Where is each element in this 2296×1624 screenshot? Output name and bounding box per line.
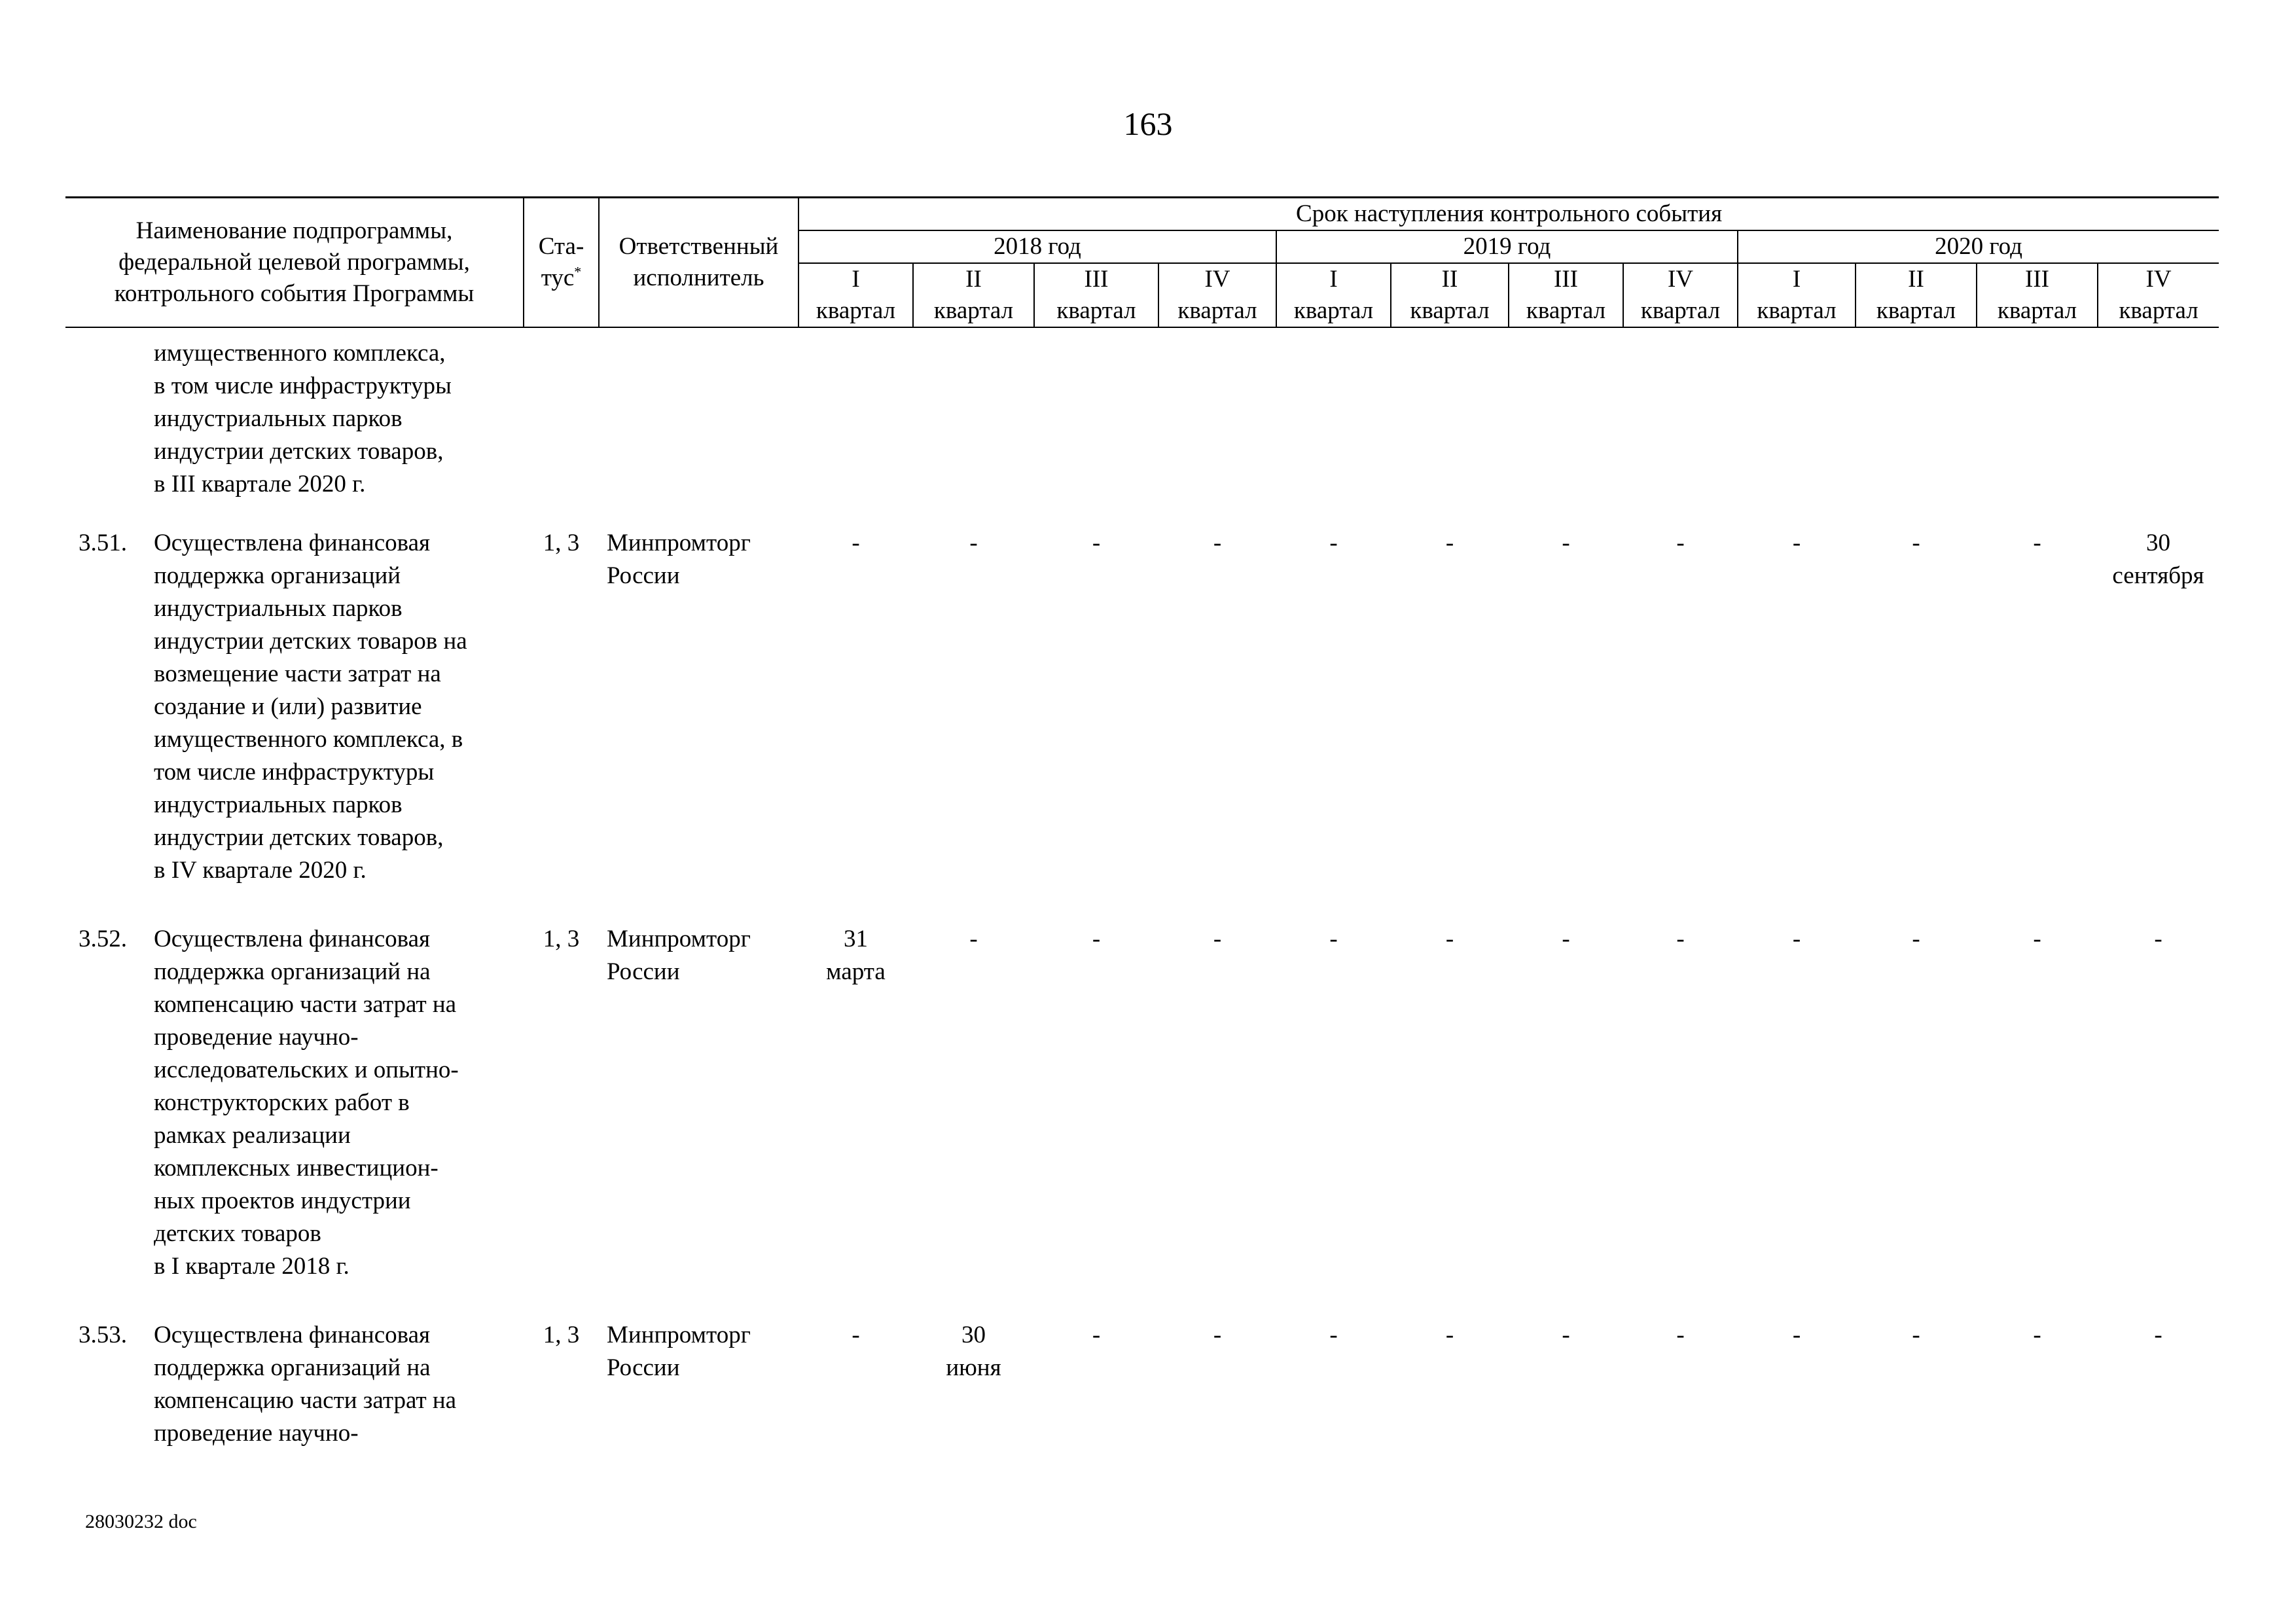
event-name-line: поддержка организаций на <box>154 1354 431 1381</box>
quarter-cell: - <box>1676 530 1685 556</box>
header-quarter-number: III <box>1509 263 1623 295</box>
header-quarter-word: квартал <box>913 295 1034 327</box>
quarter-cell: - <box>1792 926 1801 952</box>
row-number: 3.52. <box>79 926 127 952</box>
event-name-line: рамках реализации <box>154 1122 351 1149</box>
row-number <box>65 337 151 527</box>
quarter-cell: - <box>969 530 978 556</box>
quarter-cell: - <box>1562 926 1570 952</box>
event-name-line: индустрии детских товаров, <box>154 824 444 851</box>
header-quarter-word: квартал <box>1391 295 1509 327</box>
status-value: 1, 3 <box>543 1322 580 1348</box>
header-quarter-number: I <box>1276 263 1391 295</box>
quarter-cell-line: 30 <box>961 1322 986 1348</box>
status-value: 1, 3 <box>543 530 580 556</box>
responsible-line: Минпромторг <box>607 1322 751 1348</box>
table-row <box>65 1319 2219 1450</box>
header-name-line: Наименование подпрограммы, <box>135 217 453 244</box>
header-quarter-word: квартал <box>1856 295 1977 327</box>
quarter-cell <box>1276 337 1391 527</box>
event-name-line: имущественного комплекса, <box>154 340 446 367</box>
header-quarter-word: квартал <box>1158 295 1276 327</box>
event-name-line: исследовательских и опытно- <box>154 1056 459 1083</box>
header-quarter-number: IV <box>2098 263 2219 295</box>
document-code: 28030232 doc <box>85 1511 197 1532</box>
quarter-cell-line: марта <box>826 958 886 985</box>
quarter-cell <box>913 1319 1034 1450</box>
quarter-cell <box>798 923 913 1319</box>
header-responsible-column <box>599 198 798 328</box>
quarter-cell: - <box>1329 926 1338 952</box>
table-row <box>65 527 2219 923</box>
table-row <box>65 923 2219 1319</box>
header-quarter-word: квартал <box>1034 295 1158 327</box>
row-number: 3.51. <box>79 530 127 556</box>
event-name-line: проведение научно- <box>154 1420 359 1447</box>
header-quarter-word: квартал <box>1509 295 1623 327</box>
header-quarter-number: I <box>798 263 913 295</box>
row-number: 3.53. <box>79 1322 127 1348</box>
header-quarter-word: квартал <box>1623 295 1738 327</box>
quarter-cell <box>1738 337 1856 527</box>
event-name-line: возмещение части затрат на <box>154 660 441 687</box>
responsible-executor <box>599 337 798 527</box>
header-year: 2020 год <box>1738 230 2219 263</box>
quarter-cell: - <box>1092 530 1101 556</box>
quarter-cell: - <box>1092 926 1101 952</box>
quarter-cell: - <box>1792 1322 1801 1348</box>
event-name <box>151 337 524 527</box>
table-body <box>65 337 2219 1450</box>
event-name <box>151 923 524 1319</box>
header-name-line: контрольного события Программы <box>114 280 475 307</box>
event-name-line: конструкторских работ в <box>154 1089 410 1116</box>
responsible-line: России <box>607 1354 680 1381</box>
quarter-cell: - <box>2154 926 2162 952</box>
responsible-line: России <box>607 562 680 589</box>
header-responsible-line: Ответственный <box>619 233 779 260</box>
event-name-line: в том числе инфраструктуры <box>154 372 452 399</box>
responsible-executor <box>599 527 798 923</box>
header-quarter-number: IV <box>1158 263 1276 295</box>
event-name <box>151 1319 524 1450</box>
header-year: 2019 год <box>1276 230 1738 263</box>
event-name-line: индустрии детских товаров на <box>154 628 467 655</box>
header-quarter-number: II <box>1391 263 1509 295</box>
header-name-column <box>65 198 524 328</box>
event-name-line: индустриальных парков <box>154 595 403 622</box>
event-name-line: Осуществлена финансовая <box>154 1322 431 1348</box>
header-status-column <box>524 198 599 328</box>
status-footnote-mark: * <box>574 263 582 280</box>
quarter-cell: - <box>1445 1322 1454 1348</box>
quarter-cell: - <box>1912 926 1920 952</box>
quarter-cell: - <box>2033 1322 2041 1348</box>
event-name-line: индустрии детских товаров, <box>154 438 444 465</box>
quarter-cell: - <box>1912 1322 1920 1348</box>
quarter-cell-line: 31 <box>844 926 868 952</box>
event-name-line: компенсацию части затрат на <box>154 1387 457 1414</box>
quarter-cell <box>913 337 1034 527</box>
quarter-cell-line: сентября <box>2112 562 2204 589</box>
quarter-cell: - <box>1329 530 1338 556</box>
event-name-line: ных проектов индустрии <box>154 1187 411 1214</box>
quarter-cell-line: июня <box>946 1354 1001 1381</box>
quarter-cell: - <box>1329 1322 1338 1348</box>
header-year: 2018 год <box>798 230 1276 263</box>
event-name-line: имущественного комплекса, в <box>154 726 463 753</box>
quarter-cell: - <box>2033 530 2041 556</box>
event-name-line: проведение научно- <box>154 1024 359 1051</box>
quarter-cell <box>1856 337 1977 527</box>
event-name-line: в I квартале 2018 г. <box>154 1253 350 1280</box>
quarter-cell <box>1391 337 1509 527</box>
event-name-line: в III квартале 2020 г. <box>154 471 366 497</box>
quarter-cell <box>1623 337 1738 527</box>
header-quarter-word: квартал <box>1738 295 1856 327</box>
header-quarter-number: II <box>913 263 1034 295</box>
quarter-cell <box>2098 527 2219 923</box>
event-name-line: детских товаров <box>154 1220 321 1247</box>
event-name-line: поддержка организаций на <box>154 958 431 985</box>
quarter-cell <box>2098 337 2219 527</box>
quarter-cell: - <box>1213 530 1222 556</box>
header-quarter-number: IV <box>1623 263 1738 295</box>
quarter-cell: - <box>1445 530 1454 556</box>
quarter-cell-line: 30 <box>2146 530 2170 556</box>
quarter-cell <box>1977 337 2098 527</box>
table-header <box>65 196 2219 328</box>
event-name-line: Осуществлена финансовая <box>154 926 431 952</box>
responsible-executor <box>599 1319 798 1450</box>
status-value <box>524 337 599 527</box>
quarter-cell: - <box>1792 530 1801 556</box>
header-name-line: федеральной целевой программы, <box>118 249 470 276</box>
quarter-cell: - <box>969 926 978 952</box>
quarter-cell: - <box>1676 926 1685 952</box>
quarter-cell: - <box>1213 926 1222 952</box>
quarter-cell: - <box>852 530 860 556</box>
status-value: 1, 3 <box>543 926 580 952</box>
quarter-cell: - <box>1213 1322 1222 1348</box>
responsible-executor <box>599 923 798 1319</box>
quarter-cell: - <box>1562 1322 1570 1348</box>
quarter-cell: - <box>1912 530 1920 556</box>
quarter-cell: - <box>2033 926 2041 952</box>
event-name-line: компенсацию части затрат на <box>154 991 457 1018</box>
event-name-line: в IV квартале 2020 г. <box>154 857 367 884</box>
quarter-cell: - <box>852 1322 860 1348</box>
header-quarter-number: III <box>1034 263 1158 295</box>
header-quarter-word: квартал <box>1276 295 1391 327</box>
responsible-line: России <box>607 958 680 985</box>
event-name-line: создание и (или) развитие <box>154 693 422 720</box>
page-number: 163 <box>1123 105 1173 142</box>
event-name-line: том числе инфраструктуры <box>154 759 435 785</box>
event-name-line: комплексных инвестицион- <box>154 1155 439 1182</box>
header-quarter-word: квартал <box>1977 295 2098 327</box>
event-name-line: поддержка организаций <box>154 562 401 589</box>
quarter-cell <box>798 337 913 527</box>
responsible-line: Минпромторг <box>607 926 751 952</box>
event-name-line: Осуществлена финансовая <box>154 530 431 556</box>
responsible-line: Минпромторг <box>607 530 751 556</box>
header-responsible-line: исполнитель <box>633 264 764 291</box>
header-quarter-number: I <box>1738 263 1856 295</box>
header-quarter-word: квартал <box>2098 295 2219 327</box>
quarter-cell <box>1158 337 1276 527</box>
quarter-cell: - <box>1562 530 1570 556</box>
quarter-cell <box>1509 337 1623 527</box>
event-name <box>151 527 524 923</box>
header-deadline-title: Срок наступления контрольного события <box>798 198 2219 231</box>
quarter-cell: - <box>1092 1322 1101 1348</box>
header-status-line: тус <box>541 264 575 291</box>
header-quarter-number: II <box>1856 263 1977 295</box>
quarter-cell <box>1034 337 1158 527</box>
event-name-line: индустриальных парков <box>154 405 403 432</box>
header-quarter-word: квартал <box>798 295 913 327</box>
header-quarter-number: III <box>1977 263 2098 295</box>
table-row <box>65 337 2219 527</box>
event-name-line: индустриальных парков <box>154 791 403 818</box>
quarter-cell: - <box>1676 1322 1685 1348</box>
quarter-cell: - <box>2154 1322 2162 1348</box>
quarter-cell: - <box>1445 926 1454 952</box>
header-status-line: Ста- <box>538 233 584 260</box>
